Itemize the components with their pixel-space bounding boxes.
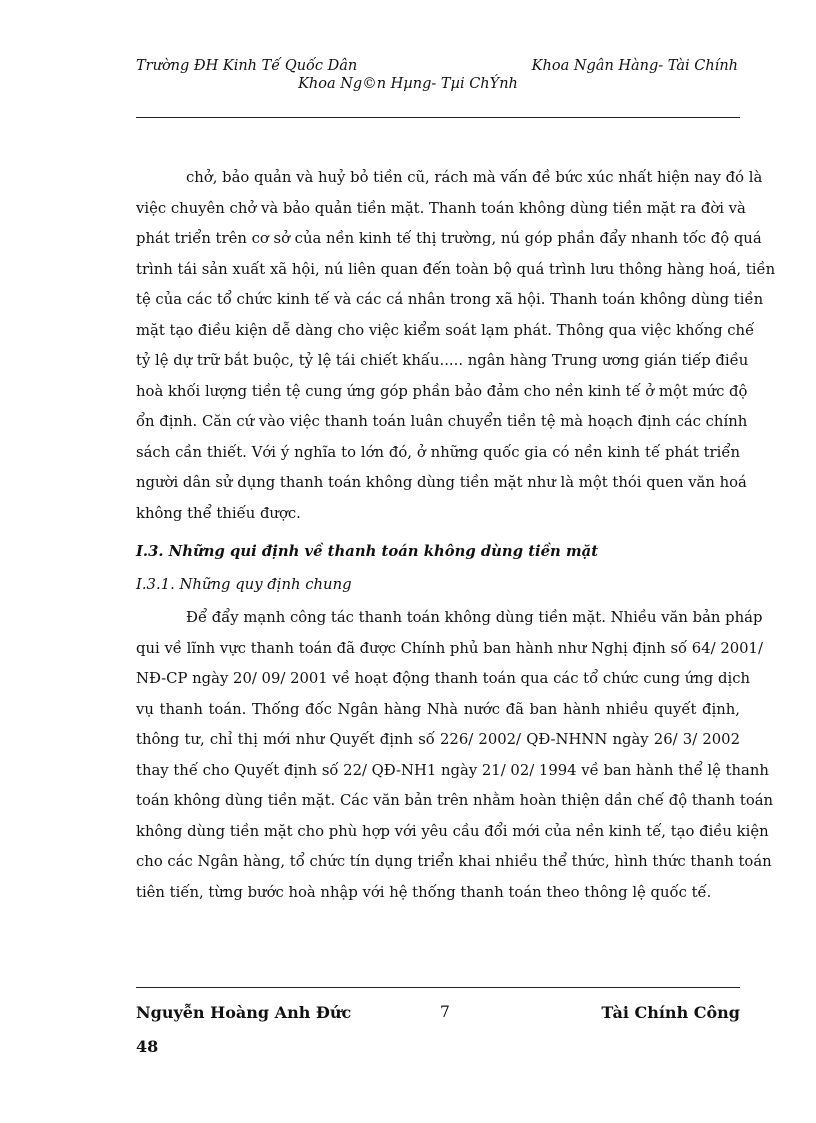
paragraph-2 <box>136 603 774 908</box>
footer-department: Tài Chính Công <box>601 1003 740 1022</box>
document-body <box>136 163 776 908</box>
paragraph-line: cho các Ngân hàng, tổ chức tín dụng triển khai nhiều thể thức, hình thức thanh toán <box>136 853 772 870</box>
paragraph-line: toán không dùng tiền mặt. Các văn bản trên nhằm hoàn thiện dần chế độ thanh toán <box>136 792 774 809</box>
section-heading: I.3. Những qui định về thanh toán không dùng tiền mặt <box>136 543 599 560</box>
header-divider <box>136 117 740 118</box>
subsection-heading: I.3.1. Những quy định chung <box>136 576 352 593</box>
paragraph-line: thay thế cho Quyết định số 22/ QĐ-NH1 ngày 21/ 02/ 1994 về ban hành thể lệ thanh <box>136 761 769 779</box>
paragraph-line: NĐ-CP ngày 20/ 09/ 2001 về hoạt động thanh toán qua các tổ chức cung ứng dịch <box>136 670 751 687</box>
paragraph-line: Để đẩy mạnh công tác thanh toán không dùng tiền mặt. Nhiều văn bản pháp <box>186 609 763 626</box>
paragraph-line: chở, bảo quản và huỷ bỏ tiền cũ, rách mà vấn đề bức xúc nhất hiện nay đó là <box>186 169 763 186</box>
paragraph-line: thông tư, chỉ thị mới như Quyết định số 226/ 2002/ QĐ-NHNN ngày 26/ 3/ 2002 <box>136 731 740 748</box>
footer-divider <box>136 987 740 988</box>
footer-page-number: 7 <box>440 1003 450 1021</box>
paragraph-line: phát triển trên cơ sở của nền kinh tế thị trường, nú góp phần đẩy nhanh tốc độ quá <box>136 230 762 247</box>
paragraph-line: tỷ lệ dự trữ bắt buộc, tỷ lệ tái chiết khấu..... ngân hàng Trung ương gián tiếp điều <box>136 352 749 369</box>
header-faculty: Khoa Ngân Hàng- Tài Chính <box>531 58 738 74</box>
paragraph-line: ổn định. Căn cứ vào việc thanh toán luân chuyển tiền tệ mà hoạch định các chính <box>136 413 748 430</box>
paragraph-line: qui về lĩnh vực thanh toán đã được Chính phủ ban hành như Nghị định số 64/ 2001/ <box>136 639 763 657</box>
paragraph-line: trình tái sản xuất xã hội, nú liên quan đến toàn bộ quá trình lưu thông hàng hoá, tiền <box>136 260 776 278</box>
footer-class-number: 48 <box>136 1037 159 1056</box>
paragraph-line: không thể thiếu được. <box>136 504 301 522</box>
paragraph-line: tiên tiến, từng bước hoà nhập với hệ thống thanh toán theo thông lệ quốc tế. <box>136 883 712 901</box>
paragraph-line: hoà khối lượng tiền tệ cung ứng góp phần bảo đảm cho nền kinh tế ở một mức độ <box>136 382 748 400</box>
paragraph-1 <box>136 163 776 529</box>
paragraph-line: việc chuyên chở và bảo quản tiền mặt. Thanh toán không dùng tiền mặt ra đời và <box>136 199 746 217</box>
footer-author: Nguyễn Hoàng Anh Đức <box>136 1003 352 1022</box>
header-faculty-garbled: Khoa Ng©n Hµng- Tµi ChÝnh <box>298 76 518 92</box>
paragraph-line: không dùng tiền mặt cho phù hợp với yêu cầu đổi mới của nền kinh tế, tạo điều kiện <box>136 822 769 840</box>
paragraph-line: người dân sử dụng thanh toán không dùng tiền mặt như là một thói quen văn hoá <box>136 474 747 491</box>
paragraph-line: sách cần thiết. Với ý nghĩa to lớn đó, ở những quốc gia có nền kinh tế phát triển <box>136 443 740 461</box>
paragraph-line: mặt tạo điều kiện dễ dàng cho việc kiểm soát lạm phát. Thông qua việc khống chế <box>136 321 755 339</box>
header-school: Trường ĐH Kinh Tế Quốc Dân <box>136 58 358 74</box>
paragraph-line: tệ của các tổ chức kinh tế và các cá nhân trong xã hội. Thanh toán không dùng tiền <box>136 291 764 308</box>
paragraph-line: vụ thanh toán. Thống đốc Ngân hàng Nhà nước đã ban hành nhiều quyết định, <box>136 700 740 718</box>
